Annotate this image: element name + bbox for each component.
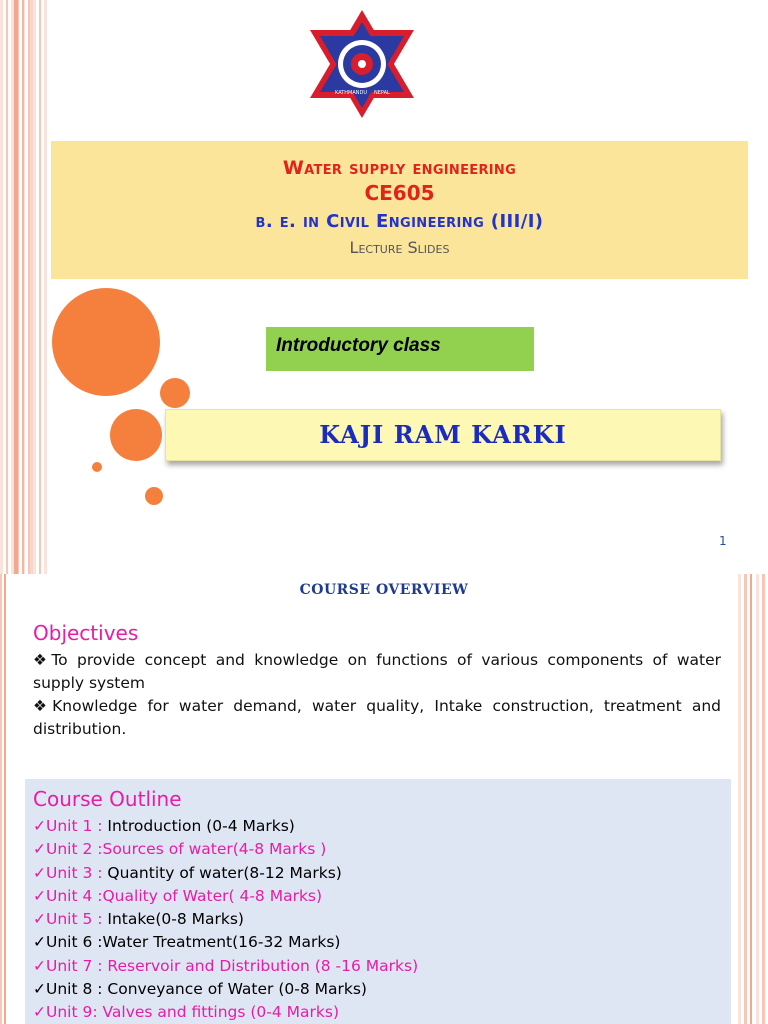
unit-item [33,908,418,931]
unit-item [33,862,418,885]
decorative-stripe [22,0,24,574]
program-name: b. e. in Civil Engineering (III/I) [255,211,544,232]
decorative-circle [92,462,102,472]
unit-item [33,955,418,978]
unit-label: ✓Unit 7 : [33,956,108,975]
unit-item [33,1001,418,1024]
presenter-box [165,409,721,461]
unit-label: ✓Unit 6 : [33,933,103,952]
intro-banner [266,327,534,371]
unit-text: Reservoir and Distribution (8 -16 Marks) [107,956,419,975]
course-title: Water supply engineering [282,157,517,179]
decorative-circle [145,487,163,505]
unit-text: Quality of Water( 4-8 Marks) [102,886,323,905]
university-seal-logo [306,6,418,124]
unit-label: ✓Unit 5 : [33,910,108,929]
unit-text: Quantity of water(8-12 Marks) [107,863,342,882]
unit-label: ✓Unit 4 : [33,886,103,905]
unit-label: ✓Unit 2 : [33,840,103,859]
course-title-box [51,141,748,279]
slide-number: 1 [719,534,727,548]
unit-label: ✓Unit 3 : [33,863,108,882]
slides-subtitle: Lecture Slides [349,238,450,257]
overview-slide [0,574,768,1024]
objective-item: ❖Knowledge for water demand, water quality, Intake construction, treatment and distribution. [33,697,721,738]
unit-text: Water Treatment(16-32 Marks) [102,933,341,952]
unit-item [33,838,418,861]
intro-label: Introductory class [276,335,441,356]
decorative-circle [160,378,190,408]
outline-heading: Course Outline [33,787,182,811]
objectives-list [33,649,721,741]
unit-label: ✓Unit 1 : [33,817,108,835]
unit-text: Conveyance of Water (0-8 Marks) [107,980,367,999]
decorative-stripes-left [0,0,48,574]
decorative-circle [110,409,162,461]
logo-text-kathmandu: KATHMANDU [335,90,368,96]
units-list [33,815,418,1024]
objectives-heading: Objectives [33,621,139,645]
course-outline-box [25,779,731,1024]
unit-item [33,815,418,838]
unit-item [33,885,418,908]
unit-item [33,931,418,954]
decorative-stripe [30,0,33,574]
logo-text-nepal: NEPAL [374,90,390,96]
overview-heading: COURSE OVERVIEW [299,582,469,598]
unit-item [33,978,418,1001]
decorative-circle [52,288,160,396]
decorative-stripes-left [0,574,9,1024]
objective-item: ❖To provide concept and knowledge on functions of various components of water supply system [33,651,721,692]
decorative-stripes-right [738,574,768,1024]
unit-label: ✓Unit 9: [33,1003,103,1022]
course-code: CE605 [364,181,435,205]
unit-text: Sources of water(4-8 Marks ) [102,840,327,859]
unit-text: Introduction (0-4 Marks) [107,817,295,835]
unit-text: Valves and fittings (0-4 Marks) [102,1003,340,1022]
presenter-name: KAJI RAM KARKI [319,420,567,449]
unit-label: ✓Unit 8 : [33,980,108,999]
unit-text: Intake(0-8 Marks) [107,910,244,929]
